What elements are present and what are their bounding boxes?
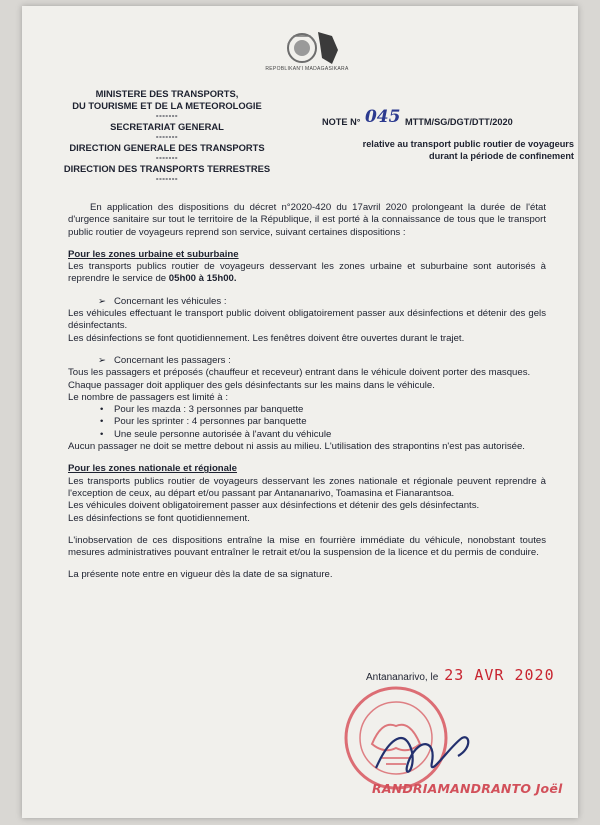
separator: ------- (155, 132, 179, 141)
arrow-bullet-icon: ➢ (98, 354, 107, 366)
sanction-paragraph: L'inobservation de ces dispositions entraîne la mise en fourrière immédiate du véhicule, nonobstant toutes mesures administratives pouvant entraîner le retrait et/ou la suspension de la licence et du permis de conduire. (68, 534, 546, 559)
effect-paragraph: La présente note entre en vigueur dès la date de sa signature. (68, 569, 333, 581)
passengers-text-1: Tous les passagers et préposés (chauffeur et receveur) entrant dans le véhicule doivent porter des masques. (68, 367, 531, 379)
passengers-text-2: Chaque passager doit appliquer des gels désinfectants sur les mains dans le véhicule. (68, 379, 435, 391)
vehicles-text-2: Les désinfections se font quotidiennement. Les fenêtres doivent être ouvertes durant le trajet. (68, 332, 465, 344)
limit-item: • Une seule personne autorisée à l'avant du véhicule (100, 428, 332, 440)
national-text-3: Les désinfections se font quotidiennement. (68, 512, 250, 524)
note-number-handwritten: 045 (364, 107, 401, 127)
signature-place: Antananarivo, le (366, 672, 439, 683)
urban-hours: 05h00 à 15h00. (168, 273, 237, 285)
standing-text: Aucun passager ne doit se mettre debout ni assis au milieu. L'utilisation des strapontins n'est pas autorisée. (68, 441, 525, 453)
subject-line-1: relative au transport public routier de voyageurs (362, 139, 574, 149)
urban-text: Les transports publics routier de voyageurs desservant les zones urbaine et suburbaine sont autorisés à reprendre le service de (68, 261, 546, 285)
bullet-icon: • (100, 416, 104, 428)
passengers-text-3: Le nombre de passagers est limité à : (68, 391, 228, 403)
vehicles-label: ➢ Concernant les véhicules : (98, 295, 227, 307)
separator: ------- (155, 111, 179, 120)
emblem-caption: REPOBLIKAN'I MADAGASIKARA (265, 66, 349, 72)
ministry-header (42, 88, 292, 183)
urban-heading: Pour les zones urbaine et suburbaine (68, 248, 239, 260)
signatory-name: RANDRIAMANDRANTO Joël (372, 781, 563, 796)
limit-item: • Pour les mazda : 3 personnes par banquette (100, 404, 304, 416)
national-text-1: Les transports publics routier de voyageurs desservant les zones nationale et régionale peuvent reprendre à l'exception de ceux, au départ et/ou passant par Antananarivo, Toamasina et Fianarantsoa. (68, 475, 546, 499)
arrow-bullet-icon: ➢ (98, 295, 107, 307)
limit-item: • Pour les sprinter : 4 personnes par banquette (100, 416, 307, 428)
separator: ------- (155, 153, 179, 162)
national-heading: Pour les zones nationale et régionale (68, 463, 238, 475)
note-subject (322, 138, 574, 162)
bullet-icon: • (100, 404, 104, 416)
secretariat-title: SECRETARIAT GENERAL (110, 121, 224, 132)
separator: ------- (155, 174, 179, 183)
directorate-general-title: DIRECTION GENERALE DES TRANSPORTS (69, 142, 265, 153)
national-text-2: Les véhicules doivent obligatoirement passer aux désinfections et détenir des gels désinfectants. (68, 500, 480, 512)
bullet-icon: • (100, 428, 104, 440)
urban-paragraph (68, 261, 546, 286)
note-prefix: NOTE N° (322, 117, 361, 127)
note-body (68, 202, 546, 582)
passengers-label: ➢ Concernant les passagers : (98, 354, 231, 366)
intro-paragraph: En application des dispositions du décret n°2020-420 du 17avril 2020 prolongeant la durée de l'état d'urgence sanitaire sur tout le territoire de la République, il est porté à la connaissance de tous que le transport public routier de voyageurs reprend son service, suivant certaines dispositions : (68, 202, 546, 238)
vehicles-text-1: Les véhicules effectuant le transport public doivent obligatoirement passer aux désinfections et détenir des gels désinfectants. (68, 308, 546, 332)
ministry-name-line-1: MINISTERE DES TRANSPORTS, (95, 88, 239, 99)
document-page (22, 6, 578, 818)
subject-line-2: durant la période de confinement (429, 151, 574, 161)
note-reference-code: MTTM/SG/DGT/DTT/2020 (405, 117, 513, 127)
directorate-title: DIRECTION DES TRANSPORTS TERRESTRES (63, 163, 271, 174)
note-reference (322, 107, 574, 130)
ministry-name-line-2: DU TOURISME ET DE LA METEOROLOGIE (72, 100, 262, 111)
handwritten-signature-icon (366, 718, 486, 788)
date-stamp: 23 AVR 2020 (444, 666, 555, 684)
place-and-date (366, 666, 566, 684)
